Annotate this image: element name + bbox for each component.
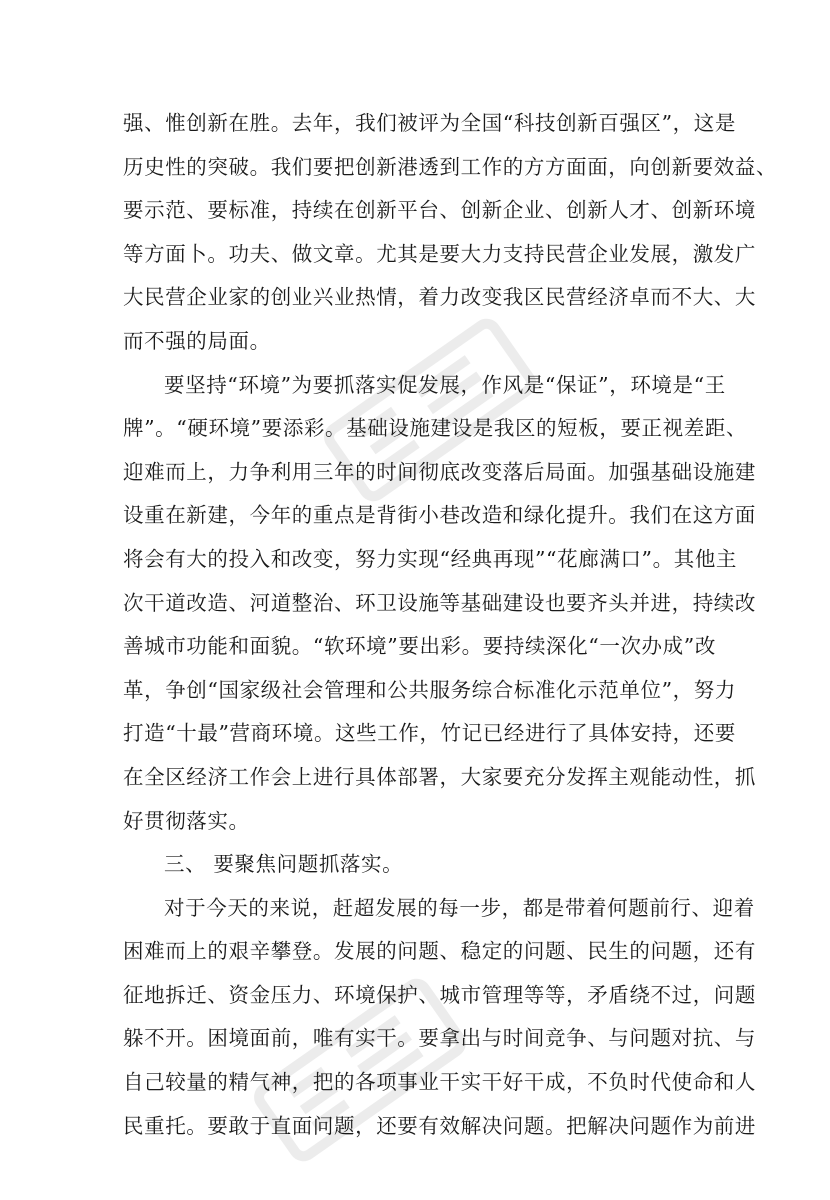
text-line: 迎难而上，力争利用三年的时间彻底改变落后局面。加强基础设施建 [123,459,756,484]
text-line: 将会有大的投入和改变，努力实现“经典再现”“花廊满口”。其他主 [123,546,738,571]
text-line: 自己较量的精气神，把的各项事业干实干好干成，不负时代使命和人 [123,1070,756,1095]
text-line: 强、惟创新在胜。去年，我们被评为全国“科技创新百强区”，这是 [123,111,736,135]
text-line: 牌”。“硬环境”要添彩。基础设施建设是我区的短板，要正视差距、 [123,416,748,441]
text-line: 要示范、要标准，持续在创新平台、创新企业、创新人才、创新环境 [123,198,756,223]
heading-line: 三、 要聚焦问题抓落实。 [164,852,404,877]
text-line: 躲不开。困境面前，唯有实干。要拿出与时间竞争、与问题对抗、与 [123,1026,756,1051]
paragraph [123,102,778,364]
text-line: 打造“十最”营商环境。这些工作，竹记已经进行了具体安持，还要 [123,721,736,746]
text-line: 次干道改造、河道整治、环卫设施等基础建设也要齐头并进，持续改 [123,590,756,615]
text-line: 大民营企业家的创业兴业热情，着力改变我区民营经济卓而不大、大 [123,285,756,310]
text-line: 善城市功能和面貌。“软环境”要出彩。要持续深化“一次办成”改 [123,634,716,659]
text-line: 设重在新建，今年的重点是背街小巷改造和绿化提升。我们在这方面 [123,503,756,528]
text-line: 征地拆迁、资金压力、环境保护、城市管理等等，矛盾绕不过，问题 [123,982,756,1007]
text-line: 困难而上的艰辛攀登。发展的问题、稳定的问题、民生的问题，还有 [123,939,756,964]
section-heading [123,843,723,887]
text-line: 革，争创“国家级社会管理和公共服务综合标准化示范单位”，努力 [123,677,736,702]
text-line: 好贯彻落实。 [123,808,250,833]
text-line: 在全区经济工作会上进行具体部署，大家要充分发挥主观能动性，抓 [123,764,756,789]
text-line: 等方面卜。功夫、做文章。尤其是要大力支持民营企业发展，激发广 [123,241,756,266]
body-text [123,102,778,1148]
text-line: 对于今天的来说，赶超发展的每一步，都是带着何题前行、迎着 [164,895,755,920]
paragraph [123,364,756,844]
paragraph [123,887,756,1149]
text-line: 历史性的突破。我们要把创新港透到工作的方方面面，向创新要效益、 [123,154,778,179]
text-line: 要坚持“环境”为要抓落实促发展，作风是“保证”，环境是“王 [164,372,726,397]
text-line: 民重托。要敢于直面问题，还要有效解决问题。把解决问题作为前进 [123,1113,756,1138]
text-line: 而不强的局面。 [123,328,271,353]
